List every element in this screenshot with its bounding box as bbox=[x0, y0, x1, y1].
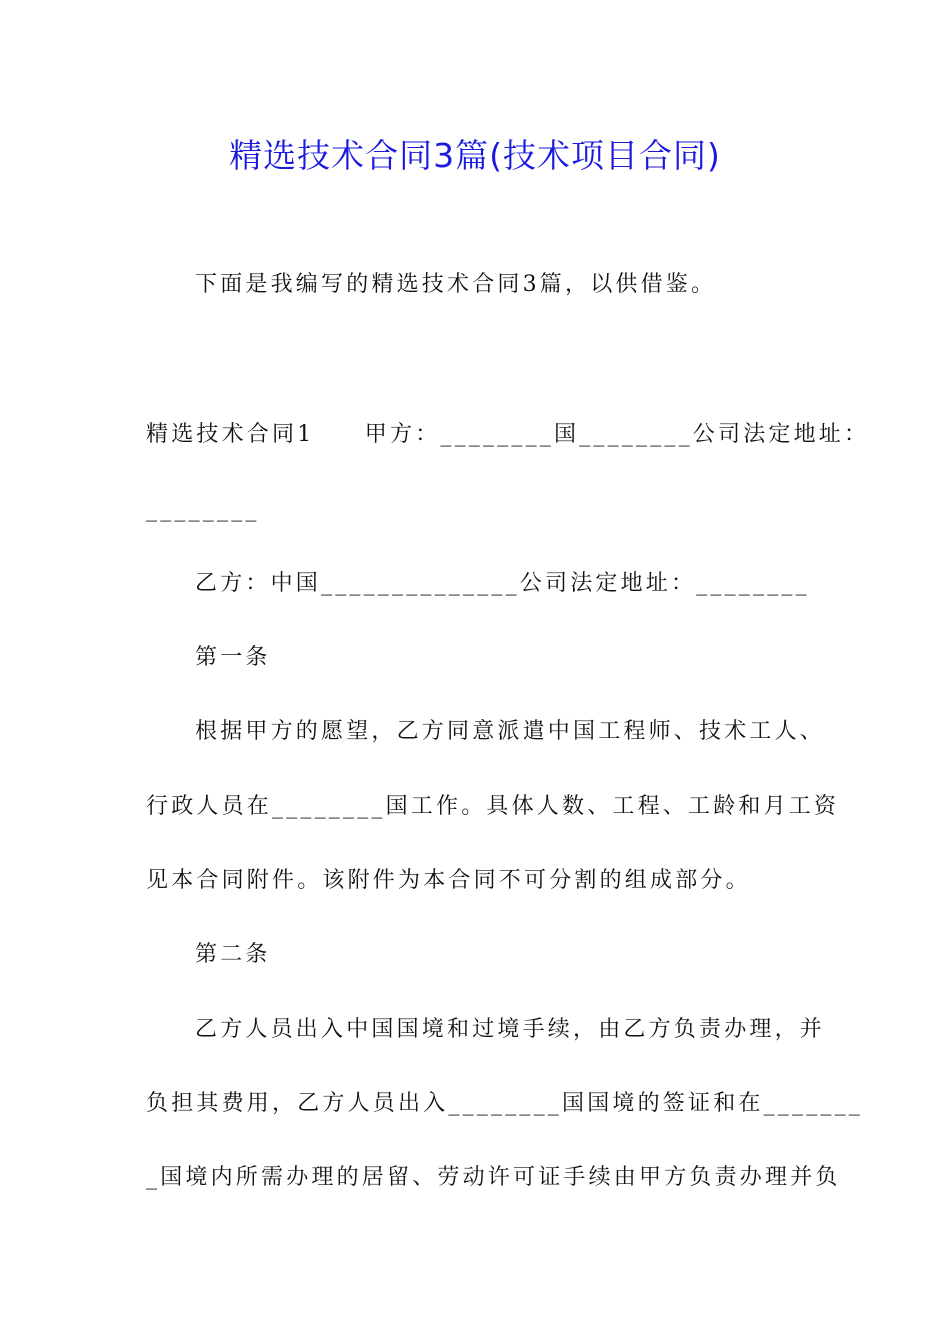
contract-1-party-a: 精选技术合同1 甲方：________国________公司法定地址： bbox=[146, 422, 870, 447]
intro-paragraph: 下面是我编写的精选技术合同3篇，以供借鉴。 bbox=[195, 272, 717, 297]
document-title: 精选技术合同3篇(技术项目合同) bbox=[229, 136, 721, 175]
article-1-heading: 第一条 bbox=[195, 645, 271, 670]
article-2-text-line-3: _国境内所需办理的居留、劳动许可证手续由甲方负责办理并负 bbox=[146, 1165, 841, 1190]
article-1-text-line-3: 见本合同附件。该附件为本合同不可分割的组成部分。 bbox=[146, 868, 751, 893]
article-1-text-line-1: 根据甲方的愿望，乙方同意派遣中国工程师、技术工人、 bbox=[195, 719, 826, 744]
article-2-text-line-1: 乙方人员出入中国国境和过境手续，由乙方负责办理，并 bbox=[195, 1017, 826, 1042]
article-1-text-line-2: 行政人员在________国工作。具体人数、工程、工龄和月工资 bbox=[146, 794, 840, 819]
article-2-heading: 第二条 bbox=[195, 942, 271, 967]
party-b-line: 乙方：中国______________公司法定地址：________ bbox=[195, 571, 810, 596]
party-a-address-blank: ________ bbox=[146, 497, 260, 522]
article-2-text-line-2: 负担其费用，乙方人员出入________国国境的签证和在_______ bbox=[146, 1091, 864, 1116]
